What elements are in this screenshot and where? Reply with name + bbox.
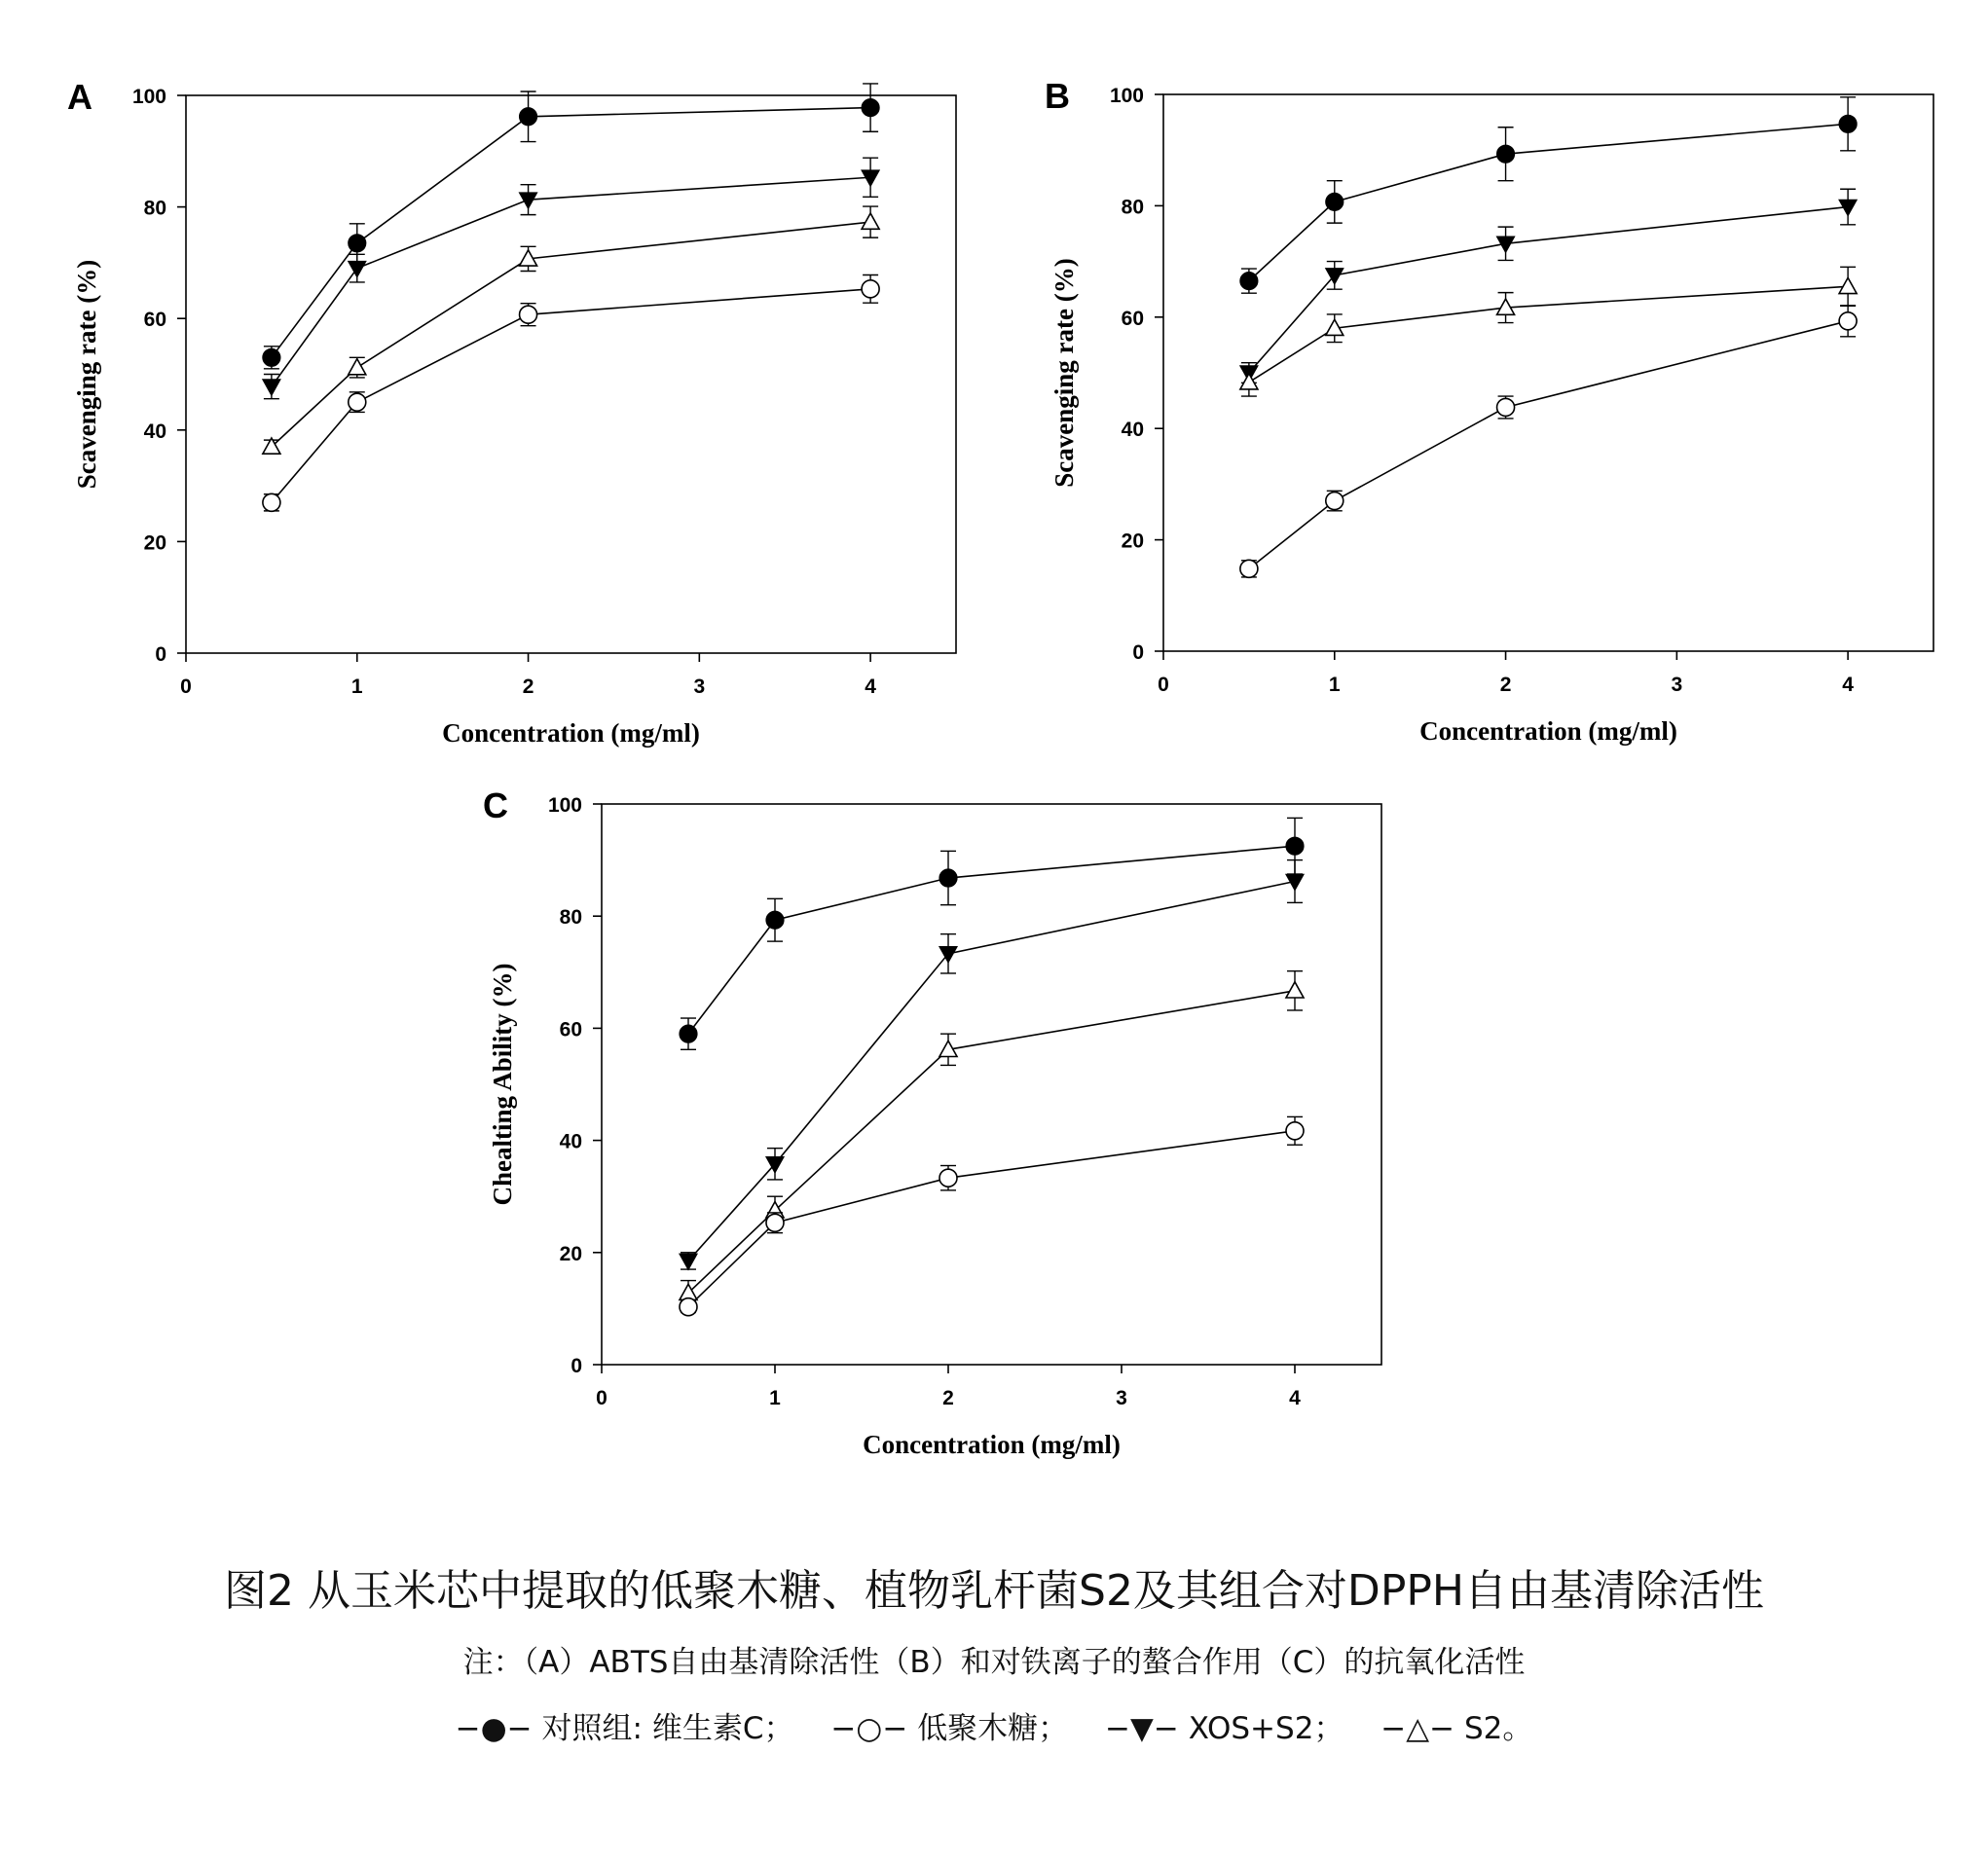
y-tick-label: 0	[1132, 641, 1144, 664]
legend-item-xos-s2	[1105, 1711, 1344, 1746]
figure-note: 注：（A）ABTS自由基清除活性（B）和对铁离子的螯合作用（C）的抗氧化活性	[462, 1645, 1526, 1680]
legend-marker-filled-triangle: −▼−	[1105, 1711, 1179, 1746]
legend-marker-open-triangle: −△−	[1381, 1711, 1455, 1746]
data-point	[349, 393, 366, 411]
data-point	[1240, 273, 1258, 290]
y-tick-label: 20	[1121, 530, 1144, 553]
data-point	[939, 1169, 957, 1187]
series-filled-triangle-down	[1240, 189, 1857, 383]
data-point	[1326, 193, 1344, 210]
chart-panel-b	[1045, 76, 1933, 746]
y-tick-label: 80	[143, 197, 166, 220]
data-point	[1240, 374, 1258, 389]
data-point	[1286, 982, 1304, 998]
legend-item-s2	[1381, 1711, 1532, 1746]
data-point	[1240, 560, 1258, 577]
y-axis-title: Scavenging rate (%)	[72, 259, 101, 490]
x-tick-label: 0	[596, 1387, 607, 1409]
data-point	[520, 193, 537, 208]
plot-frame	[1163, 94, 1933, 651]
x-tick-label: 2	[942, 1387, 954, 1409]
panel-label: C	[483, 785, 508, 825]
data-point	[263, 493, 280, 511]
series-open-circle	[1240, 306, 1857, 578]
y-tick-label: 0	[571, 1355, 582, 1377]
y-tick-label: 60	[143, 309, 166, 332]
data-point	[1497, 398, 1515, 416]
series-line	[272, 222, 870, 447]
chart-panel-c	[483, 785, 1381, 1459]
data-point	[263, 348, 280, 366]
legend-item-control	[456, 1711, 794, 1746]
legend-label: S2。	[1463, 1711, 1533, 1746]
legend-marker-filled-circle: −●−	[455, 1711, 533, 1746]
series-filled-circle	[1240, 97, 1857, 293]
series-open-circle	[680, 1116, 1304, 1315]
y-tick-label: 100	[131, 86, 166, 108]
y-tick-label: 100	[547, 794, 582, 817]
x-axis-title: Concentration (mg/ml)	[442, 718, 700, 748]
panel-label: B	[1045, 76, 1070, 116]
y-tick-label: 40	[559, 1130, 582, 1153]
x-tick-label: 3	[693, 676, 706, 698]
x-tick-label: 2	[1499, 674, 1512, 696]
legend-label: 对照组: 维生素C；	[541, 1711, 794, 1746]
data-point	[263, 380, 280, 395]
x-tick-label: 3	[1116, 1387, 1127, 1409]
series-line	[688, 991, 1295, 1293]
y-axis-title: Scavenging rate (%)	[1049, 258, 1079, 488]
series-filled-circle	[680, 818, 1304, 1049]
panel-label: A	[67, 77, 92, 117]
data-point	[1286, 837, 1304, 855]
data-point	[1326, 493, 1344, 510]
x-tick-label: 3	[1671, 674, 1683, 696]
x-axis-title: Concentration (mg/ml)	[1419, 716, 1677, 746]
y-axis-title: Chealting Ability (%)	[488, 963, 517, 1206]
series-open-triangle-up	[1240, 267, 1857, 396]
legend-marker-open-circle: −○−	[830, 1711, 908, 1746]
x-tick-label: 1	[769, 1387, 781, 1409]
data-point	[862, 213, 879, 229]
x-tick-label: 2	[522, 676, 534, 698]
series-line	[1249, 321, 1848, 569]
data-point	[680, 1254, 697, 1269]
y-tick-label: 20	[559, 1242, 582, 1265]
data-point	[766, 911, 784, 929]
figure-title: 图2 从玉米芯中提取的低聚木糖、植物乳杆菌S2及其组合对DPPH自由基清除活性	[224, 1566, 1764, 1616]
series-open-triangle-up	[680, 971, 1304, 1305]
series-line	[272, 108, 870, 358]
y-tick-label: 40	[143, 420, 166, 443]
x-tick-label: 4	[1289, 1387, 1301, 1409]
series-open-circle	[263, 275, 879, 512]
data-point	[520, 108, 537, 126]
data-point	[766, 1214, 784, 1231]
data-point	[520, 306, 537, 323]
data-point	[1839, 312, 1857, 330]
y-tick-label: 80	[559, 906, 582, 930]
data-point	[349, 235, 366, 252]
data-point	[680, 1025, 697, 1042]
legend-label: XOS+S2；	[1188, 1711, 1344, 1746]
y-tick-label: 60	[1121, 307, 1144, 330]
x-tick-label: 4	[865, 676, 876, 698]
data-point	[1839, 277, 1857, 293]
data-point	[680, 1298, 697, 1316]
figure-legend	[0, 1703, 1988, 1747]
series-line	[688, 881, 1295, 1260]
x-tick-label: 4	[1842, 674, 1854, 696]
y-tick-label: 20	[143, 531, 166, 555]
x-axis-title: Concentration (mg/ml)	[863, 1430, 1121, 1459]
x-tick-label: 0	[180, 676, 192, 698]
x-tick-label: 1	[350, 676, 363, 698]
data-point	[939, 869, 957, 887]
series-filled-circle	[263, 84, 879, 369]
data-point	[1286, 1122, 1304, 1140]
data-point	[349, 261, 366, 276]
legend-item-xos	[830, 1711, 1068, 1746]
y-tick-label: 0	[155, 643, 166, 666]
data-point	[862, 99, 879, 117]
y-tick-label: 80	[1121, 196, 1144, 219]
y-tick-label: 100	[1109, 85, 1144, 107]
x-tick-label: 1	[1328, 674, 1341, 696]
data-point	[1497, 145, 1515, 163]
chart-panel-a	[67, 77, 956, 748]
x-tick-label: 0	[1158, 674, 1169, 696]
y-tick-label: 60	[559, 1018, 582, 1041]
data-point	[1839, 115, 1857, 132]
data-point	[349, 359, 366, 375]
legend-label: 低聚木糖；	[917, 1711, 1069, 1746]
data-point	[862, 280, 879, 298]
y-tick-label: 40	[1121, 419, 1144, 442]
